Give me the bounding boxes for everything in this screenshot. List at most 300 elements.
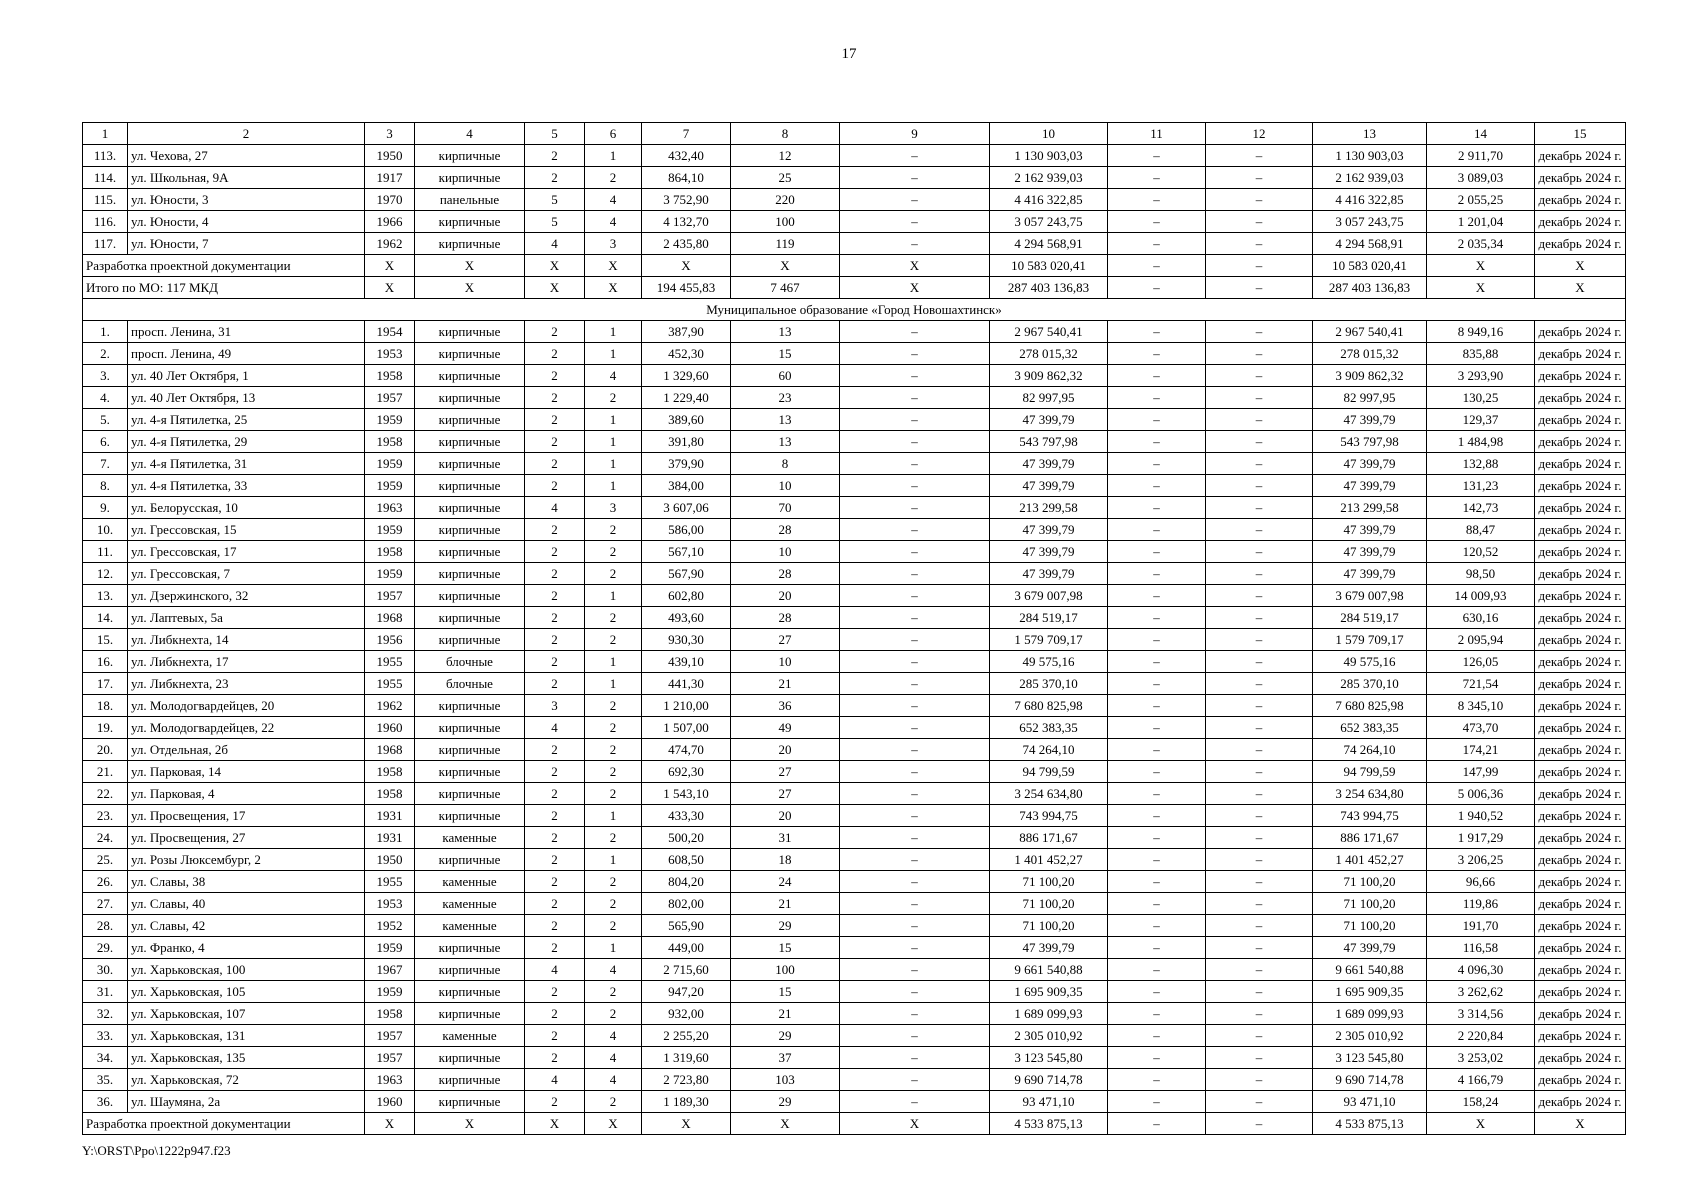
row-number: 114. [83, 167, 128, 189]
table-cell: 1 [585, 453, 642, 475]
table-cell: 2 220,84 [1427, 1025, 1535, 1047]
table-cell: 452,30 [642, 343, 731, 365]
table-cell: – [1206, 145, 1313, 167]
table-cell: 387,90 [642, 321, 731, 343]
address-cell: ул. Школьная, 9А [128, 167, 365, 189]
table-cell: 439,10 [642, 651, 731, 673]
table-cell: – [1108, 453, 1206, 475]
table-cell: кирпичные [415, 519, 525, 541]
table-cell: – [840, 849, 990, 871]
table-cell: 4 [585, 189, 642, 211]
table-cell: 802,00 [642, 893, 731, 915]
table-cell: 2 [585, 761, 642, 783]
table-cell: Х [840, 277, 990, 299]
address-cell: ул. Либкнехта, 23 [128, 673, 365, 695]
table-cell: кирпичные [415, 937, 525, 959]
table-row [83, 673, 1626, 695]
table-cell: 2 [525, 827, 585, 849]
table-cell: 4 [585, 211, 642, 233]
row-number: 20. [83, 739, 128, 761]
table-cell: 93 471,10 [990, 1091, 1108, 1113]
table-cell: – [1108, 585, 1206, 607]
table-cell: 473,70 [1427, 717, 1535, 739]
table-cell: – [1206, 915, 1313, 937]
row-number: 10. [83, 519, 128, 541]
table-cell: – [1108, 849, 1206, 871]
table-cell: 2 [585, 717, 642, 739]
table-cell: – [1206, 1025, 1313, 1047]
table-cell: 2 [525, 871, 585, 893]
table-cell: 131,23 [1427, 475, 1535, 497]
table-cell: 692,30 [642, 761, 731, 783]
address-cell: ул. Парковая, 14 [128, 761, 365, 783]
table-cell: 2 055,25 [1427, 189, 1535, 211]
column-number: 12 [1206, 123, 1313, 145]
column-number: 15 [1535, 123, 1626, 145]
table-cell: 3 [585, 233, 642, 255]
table-cell: 1 [585, 805, 642, 827]
table-cell: – [840, 563, 990, 585]
table-cell: 5 [525, 211, 585, 233]
table-cell: 4 [585, 959, 642, 981]
table-cell: – [840, 343, 990, 365]
address-cell: ул. 40 Лет Октября, 1 [128, 365, 365, 387]
table-cell: 1958 [365, 1003, 415, 1025]
table-row [83, 475, 1626, 497]
table-row [83, 717, 1626, 739]
table-cell: 493,60 [642, 607, 731, 629]
table-cell: декабрь 2024 г. [1535, 827, 1626, 849]
table-cell: 130,25 [1427, 387, 1535, 409]
table-row [83, 321, 1626, 343]
table-cell: – [1108, 167, 1206, 189]
row-number: 35. [83, 1069, 128, 1091]
table-cell: 28 [731, 607, 840, 629]
table-cell: 82 997,95 [990, 387, 1108, 409]
table-row [83, 233, 1626, 255]
table-cell: 191,70 [1427, 915, 1535, 937]
table-cell: 9 690 714,78 [1313, 1069, 1427, 1091]
table-cell: 71 100,20 [990, 893, 1108, 915]
table-cell: 82 997,95 [1313, 387, 1427, 409]
table-row [83, 761, 1626, 783]
table-cell: декабрь 2024 г. [1535, 541, 1626, 563]
row-number: 12. [83, 563, 128, 585]
table-cell: Х [1427, 1113, 1535, 1135]
table-cell: – [1206, 189, 1313, 211]
table-cell: 3 254 634,80 [1313, 783, 1427, 805]
column-number: 5 [525, 123, 585, 145]
table-cell: 3 057 243,75 [1313, 211, 1427, 233]
table-cell: 2 305 010,92 [1313, 1025, 1427, 1047]
table-cell: 47 399,79 [1313, 409, 1427, 431]
table-row [83, 343, 1626, 365]
table-cell: 13 [731, 321, 840, 343]
table-cell: – [1206, 871, 1313, 893]
table-cell: декабрь 2024 г. [1535, 915, 1626, 937]
table-cell: декабрь 2024 г. [1535, 563, 1626, 585]
table-cell: – [1206, 827, 1313, 849]
row-number: 30. [83, 959, 128, 981]
table-cell: 1 201,04 [1427, 211, 1535, 233]
table-cell: – [840, 541, 990, 563]
table-cell: 116,58 [1427, 937, 1535, 959]
table-cell: 47 399,79 [990, 519, 1108, 541]
table-cell: декабрь 2024 г. [1535, 519, 1626, 541]
table-cell: – [1108, 827, 1206, 849]
table-cell: – [1108, 431, 1206, 453]
table-cell: 947,20 [642, 981, 731, 1003]
table-cell: блочные [415, 651, 525, 673]
table-cell: кирпичные [415, 387, 525, 409]
table-cell: – [840, 915, 990, 937]
table-cell: декабрь 2024 г. [1535, 1047, 1626, 1069]
table-cell: – [840, 211, 990, 233]
table-cell: 1 579 709,17 [1313, 629, 1427, 651]
table-cell: – [840, 1025, 990, 1047]
table-cell: 7 680 825,98 [1313, 695, 1427, 717]
table-cell: – [840, 1047, 990, 1069]
table-cell: – [840, 607, 990, 629]
table-cell: 10 583 020,41 [1313, 255, 1427, 277]
table-cell: 9 661 540,88 [990, 959, 1108, 981]
table-row [83, 827, 1626, 849]
table-cell: – [1206, 937, 1313, 959]
column-number: 7 [642, 123, 731, 145]
table-cell: Х [525, 277, 585, 299]
table-cell: декабрь 2024 г. [1535, 761, 1626, 783]
table-cell: 96,66 [1427, 871, 1535, 893]
table-cell: 1 579 709,17 [990, 629, 1108, 651]
table-cell: – [1206, 255, 1313, 277]
table-cell: кирпичные [415, 211, 525, 233]
table-cell: кирпичные [415, 453, 525, 475]
table-cell: 1955 [365, 651, 415, 673]
address-cell: ул. Грессовская, 7 [128, 563, 365, 585]
table-cell: – [840, 959, 990, 981]
table-cell: 27 [731, 783, 840, 805]
table-cell: 23 [731, 387, 840, 409]
table-cell: 4 533 875,13 [1313, 1113, 1427, 1135]
table-cell: 1955 [365, 871, 415, 893]
table-cell: 602,80 [642, 585, 731, 607]
table-cell: кирпичные [415, 475, 525, 497]
table-cell: 1958 [365, 783, 415, 805]
table-cell: 47 399,79 [1313, 563, 1427, 585]
table-cell: – [1108, 189, 1206, 211]
table-cell: 119,86 [1427, 893, 1535, 915]
table-cell: 3 254 634,80 [990, 783, 1108, 805]
table-cell: 2 [585, 915, 642, 937]
table-cell: 1 401 452,27 [990, 849, 1108, 871]
table-row [83, 1091, 1626, 1113]
table-cell: 1 [585, 585, 642, 607]
table-cell: – [840, 497, 990, 519]
table-cell: 158,24 [1427, 1091, 1535, 1113]
table-cell: 1931 [365, 805, 415, 827]
table-cell: – [1206, 1091, 1313, 1113]
table-cell: 2 [525, 431, 585, 453]
table-cell: 71 100,20 [990, 915, 1108, 937]
table-cell: 70 [731, 497, 840, 519]
table-row [83, 541, 1626, 563]
table-cell: 2 [585, 563, 642, 585]
table-cell: 1954 [365, 321, 415, 343]
row-number: 8. [83, 475, 128, 497]
table-cell: – [1206, 365, 1313, 387]
table-cell: 1959 [365, 563, 415, 585]
table-cell: – [1206, 607, 1313, 629]
address-cell: ул. Либкнехта, 14 [128, 629, 365, 651]
table-cell: 60 [731, 365, 840, 387]
table-cell: – [1206, 629, 1313, 651]
table-cell: 13 [731, 409, 840, 431]
table-cell: декабрь 2024 г. [1535, 497, 1626, 519]
table-cell: 3 206,25 [1427, 849, 1535, 871]
table-cell: 147,99 [1427, 761, 1535, 783]
table-cell: 1957 [365, 387, 415, 409]
table-cell: кирпичные [415, 233, 525, 255]
table-cell: 47 399,79 [1313, 541, 1427, 563]
table-cell: кирпичные [415, 981, 525, 1003]
table-cell: 94 799,59 [1313, 761, 1427, 783]
address-cell: ул. Юности, 7 [128, 233, 365, 255]
table-cell: 4 [525, 497, 585, 519]
table-cell: 4 [525, 233, 585, 255]
table-cell: 1931 [365, 827, 415, 849]
table-cell: – [1108, 277, 1206, 299]
table-cell: 2 255,20 [642, 1025, 731, 1047]
table-cell: 2 [525, 629, 585, 651]
table-cell: декабрь 2024 г. [1535, 453, 1626, 475]
table-cell: 20 [731, 739, 840, 761]
table-row [83, 651, 1626, 673]
table-cell: – [1206, 563, 1313, 585]
table-cell: 8 [731, 453, 840, 475]
table-cell: 1 [585, 431, 642, 453]
address-cell: ул. Шаумяна, 2а [128, 1091, 365, 1113]
table-cell: 391,80 [642, 431, 731, 453]
table-cell: – [1108, 607, 1206, 629]
table-cell: 864,10 [642, 167, 731, 189]
table-cell: 2 715,60 [642, 959, 731, 981]
table-cell: 1968 [365, 739, 415, 761]
table-row [83, 915, 1626, 937]
table-cell: – [1206, 739, 1313, 761]
table-cell: 4 [525, 1069, 585, 1091]
column-number: 2 [128, 123, 365, 145]
table-cell: 4 533 875,13 [990, 1113, 1108, 1135]
table-cell: декабрь 2024 г. [1535, 629, 1626, 651]
table-cell: 3 679 007,98 [990, 585, 1108, 607]
table-cell: 71 100,20 [1313, 871, 1427, 893]
row-number: 11. [83, 541, 128, 563]
table-cell: 2 [525, 409, 585, 431]
row-number: 15. [83, 629, 128, 651]
table-cell: 449,00 [642, 937, 731, 959]
address-cell: ул. Отдельная, 2б [128, 739, 365, 761]
table-cell: 27 [731, 629, 840, 651]
table-cell: 384,00 [642, 475, 731, 497]
table-cell: 132,88 [1427, 453, 1535, 475]
address-cell: просп. Ленина, 49 [128, 343, 365, 365]
column-number: 4 [415, 123, 525, 145]
table-cell: 1 [585, 849, 642, 871]
table-cell: 2 [525, 981, 585, 1003]
section-header-row [83, 299, 1626, 321]
table-cell: 1 [585, 343, 642, 365]
table-cell: – [1206, 1003, 1313, 1025]
address-cell: ул. Парковая, 4 [128, 783, 365, 805]
section-title: Муниципальное образование «Город Новошахтинск» [83, 299, 1626, 321]
table-cell: – [1206, 167, 1313, 189]
table-row [83, 365, 1626, 387]
table-cell: – [1108, 783, 1206, 805]
table-cell: 29 [731, 1025, 840, 1047]
table-cell: 24 [731, 871, 840, 893]
table-cell: – [1206, 981, 1313, 1003]
table-row [83, 497, 1626, 519]
table-cell: 652 383,35 [1313, 717, 1427, 739]
table-cell: 2 [585, 607, 642, 629]
table-cell: 25 [731, 167, 840, 189]
table-cell: 14 009,93 [1427, 585, 1535, 607]
address-cell: ул. Лаптевых, 5а [128, 607, 365, 629]
total-row [83, 277, 1626, 299]
table-cell: – [840, 629, 990, 651]
table-cell: – [840, 717, 990, 739]
table-cell: декабрь 2024 г. [1535, 849, 1626, 871]
row-number: 3. [83, 365, 128, 387]
table-cell: 2 [525, 739, 585, 761]
table-cell: блочные [415, 673, 525, 695]
table-row [83, 453, 1626, 475]
table-cell: декабрь 2024 г. [1535, 387, 1626, 409]
table-cell: – [1108, 321, 1206, 343]
design-docs-row [83, 1113, 1626, 1135]
table-cell: 1 [585, 409, 642, 431]
address-cell: ул. Молодогвардейцев, 22 [128, 717, 365, 739]
table-cell: 12 [731, 145, 840, 167]
table-cell: – [840, 695, 990, 717]
table-cell: Х [365, 277, 415, 299]
address-cell: ул. Харьковская, 131 [128, 1025, 365, 1047]
table-cell: 2 [525, 475, 585, 497]
table-cell: 1955 [365, 673, 415, 695]
row-number: 25. [83, 849, 128, 871]
table-cell: 652 383,35 [990, 717, 1108, 739]
table-cell: 4 [525, 959, 585, 981]
table-row [83, 981, 1626, 1003]
table-cell: – [840, 827, 990, 849]
table-cell: 1 940,52 [1427, 805, 1535, 827]
table-cell: 1952 [365, 915, 415, 937]
table-cell: 1950 [365, 145, 415, 167]
table-cell: 194 455,83 [642, 277, 731, 299]
table-cell: 2 [525, 585, 585, 607]
table-cell: Х [525, 255, 585, 277]
table-cell: 213 299,58 [1313, 497, 1427, 519]
table-cell: – [1108, 211, 1206, 233]
row-number: 18. [83, 695, 128, 717]
table-cell: декабрь 2024 г. [1535, 431, 1626, 453]
table-cell: 1959 [365, 409, 415, 431]
table-cell: – [1206, 695, 1313, 717]
row-number: 36. [83, 1091, 128, 1113]
table-cell: 74 264,10 [990, 739, 1108, 761]
table-cell: 1959 [365, 519, 415, 541]
table-cell: – [1206, 717, 1313, 739]
table-cell: каменные [415, 893, 525, 915]
row-number: 26. [83, 871, 128, 893]
table-cell: 432,40 [642, 145, 731, 167]
column-number-row [83, 123, 1626, 145]
table-cell: – [1108, 145, 1206, 167]
table-cell: декабрь 2024 г. [1535, 783, 1626, 805]
table-cell: – [1206, 409, 1313, 431]
table-cell: 2 [585, 981, 642, 1003]
table-cell: 543 797,98 [1313, 431, 1427, 453]
table-cell: 88,47 [1427, 519, 1535, 541]
table-cell: 93 471,10 [1313, 1091, 1427, 1113]
table-cell: 1 484,98 [1427, 431, 1535, 453]
table-cell: 9 661 540,88 [1313, 959, 1427, 981]
table-cell: – [1108, 893, 1206, 915]
table-cell: кирпичные [415, 1069, 525, 1091]
table-cell: 886 171,67 [1313, 827, 1427, 849]
table-cell: 743 994,75 [1313, 805, 1427, 827]
table-cell: 1958 [365, 431, 415, 453]
column-number: 10 [990, 123, 1108, 145]
table-cell: декабрь 2024 г. [1535, 893, 1626, 915]
table-cell: 287 403 136,83 [990, 277, 1108, 299]
table-cell: декабрь 2024 г. [1535, 343, 1626, 365]
table-cell: 3 314,56 [1427, 1003, 1535, 1025]
table-cell: 1 689 099,93 [990, 1003, 1108, 1025]
table-cell: Х [415, 1113, 525, 1135]
address-cell: ул. Просвещения, 27 [128, 827, 365, 849]
table-cell: 2 967 540,41 [1313, 321, 1427, 343]
table-cell: 1958 [365, 761, 415, 783]
table-cell: 4 [585, 1025, 642, 1047]
table-cell: 47 399,79 [990, 541, 1108, 563]
table-cell: 4 294 568,91 [990, 233, 1108, 255]
table-cell: 2 [525, 607, 585, 629]
table-cell: – [1206, 321, 1313, 343]
table-cell: 441,30 [642, 673, 731, 695]
table-cell: 3 057 243,75 [990, 211, 1108, 233]
table-cell: – [840, 739, 990, 761]
table-cell: кирпичные [415, 409, 525, 431]
table-cell: 1970 [365, 189, 415, 211]
table-cell: 47 399,79 [990, 563, 1108, 585]
table-cell: 47 399,79 [1313, 475, 1427, 497]
table-cell: 2 967 540,41 [990, 321, 1108, 343]
table-cell: 3 123 545,80 [1313, 1047, 1427, 1069]
table-cell: 2 [585, 783, 642, 805]
table-cell: – [1206, 1069, 1313, 1091]
table-cell: 10 [731, 475, 840, 497]
table-cell: 2 035,34 [1427, 233, 1535, 255]
table-cell: 2 [585, 739, 642, 761]
row-number: 2. [83, 343, 128, 365]
table-cell: – [1108, 1047, 1206, 1069]
table-cell: 1 [585, 937, 642, 959]
table-cell: – [1206, 673, 1313, 695]
table-cell: 1 543,10 [642, 783, 731, 805]
table-cell: – [1206, 783, 1313, 805]
table-cell: 3 262,62 [1427, 981, 1535, 1003]
